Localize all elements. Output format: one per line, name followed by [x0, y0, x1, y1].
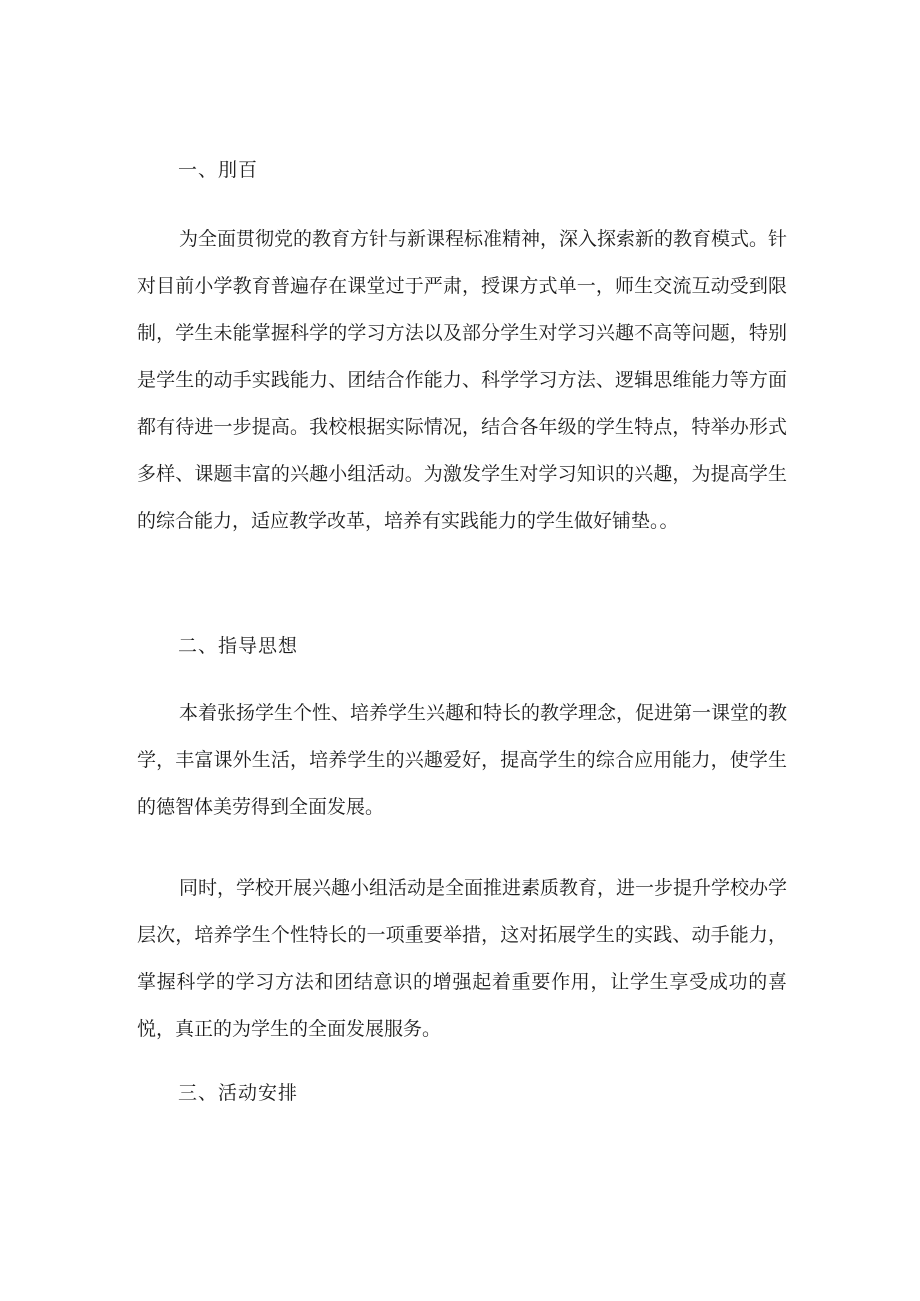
- section-heading-activity-arrangement: 三、活动安排: [178, 1082, 299, 1104]
- section-heading-guiding-ideology: 二、指导思想: [178, 635, 299, 657]
- paragraph-guiding-ideology-1: 本着张扬学生个性、培养学生兴趣和特长的教学理念，促进第一课堂的教学，丰富课外生活，培养学生的兴趣爱好，提高学生的综合应用能力，使学生的德智体美劳得到全面发展。: [137, 702, 788, 818]
- paragraph-preface: 为全面贯彻党的教育方针与新课程标准精神，深入探索新的教育模式。针对目前小学教育普遍存在课堂过于严肃，授课方式单一，师生交流互动受到限制，学生未能掌握科学的学习方法以及部分学生对学习兴趣不高等问题，特别是学生的动手实践能力、团结合作能力、科学学习方法、逻辑思维能力等方面都有待进一步提高。我校根据实际情况，结合各年级的学生特点，特举办形式多样、课题丰富的兴趣小组活动。为激发学生对学习知识的兴趣，为提高学生的综合能力，适应教学改革，培养有实践能力的学生做好铺垫。。: [137, 228, 788, 532]
- section-heading-preface: 一、刖百: [178, 159, 259, 181]
- paragraph-guiding-ideology-2: 同时，学校开展兴趣小组活动是全面推进素质教育，进一步提升学校办学层次，培养学生个性特长的一项重要举措，这对拓展学生的实践、动手能力，掌握科学的学习方法和团结意识的增强起着重要作用，让学生享受成功的喜悦，真正的为学生的全面发展服务。: [137, 877, 788, 1040]
